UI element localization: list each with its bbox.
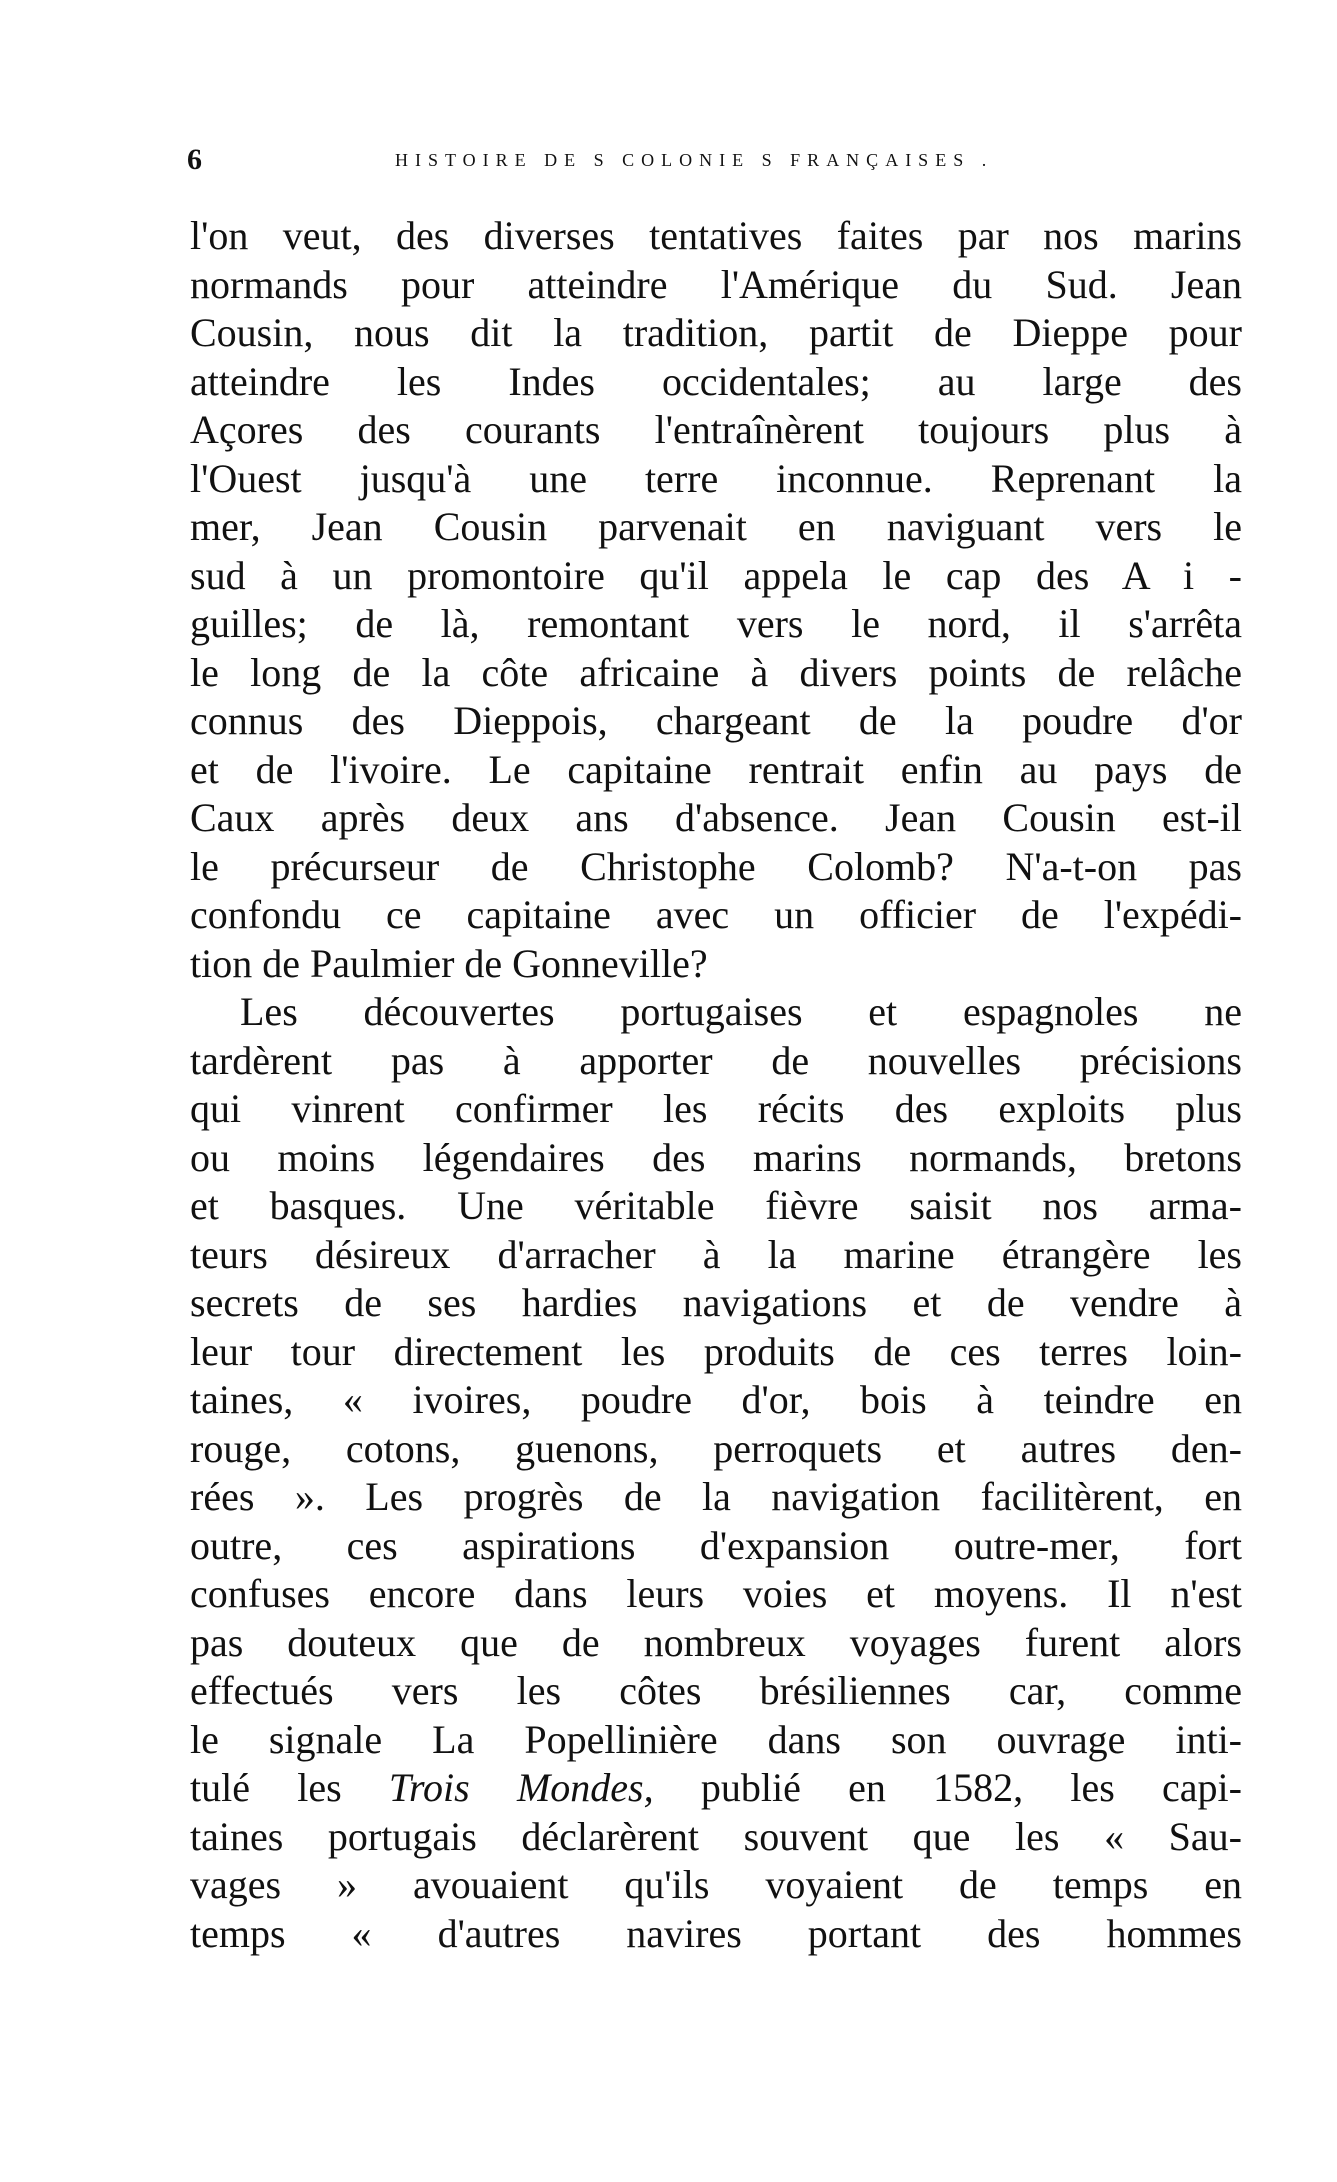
text-line: tardèrent pas à apporter de nouvelles précisions (190, 1037, 1242, 1083)
running-head (187, 142, 1247, 182)
text-line: taines, « ivoires, poudre d'or, bois à teindre en (190, 1377, 1242, 1422)
text-line: mer, Jean Cousin parvenait en naviguant vers le (190, 504, 1242, 549)
body-text (190, 212, 1242, 1958)
text-line: outre, ces aspirations d'expansion outre-mer, fort (190, 1522, 1242, 1568)
text-line: guilles; de là, remontant vers le nord, il s'arrêta (190, 601, 1242, 646)
text-line: rouge, cotons, guenons, perroquets et autres den- (190, 1425, 1242, 1471)
text-line: taines portugais déclarèrent souvent que les « Sau- (190, 1813, 1242, 1859)
text-line: effectués vers les côtes brésiliennes car, comme (190, 1668, 1242, 1713)
text-line: atteindre les Indes occidentales; au large des (190, 358, 1242, 404)
text-line: normands pour atteindre l'Amérique du Sud. Jean (190, 261, 1242, 307)
text-line: le long de la côte africaine à divers points de relâche (190, 649, 1242, 695)
text-line: et basques. Une véritable fièvre saisit nos arma- (190, 1183, 1242, 1228)
text-line: Açores des courants l'entraînèrent toujours plus à (190, 407, 1242, 452)
text-line: tion de Paulmier de Gonneville? (190, 940, 708, 986)
text-line: confondu ce capitaine avec un officier de l'expédi- (190, 892, 1242, 937)
text-line: Caux après deux ans d'absence. Jean Cousin est-il (190, 795, 1242, 840)
text-line: leur tour directement les produits de ces terres loin- (190, 1328, 1242, 1374)
text-line: temps « d'autres navires portant des hommes (190, 1910, 1242, 1956)
text-segment: publié en 1582, les capi- (653, 1765, 1242, 1810)
text-line: l'Ouest jusqu'à une terre inconnue. Reprenant la (190, 455, 1242, 501)
text-line: pas douteux que de nombreux voyages furent alors (190, 1619, 1242, 1665)
text-line: qui vinrent confirmer les récits des exploits plus (190, 1086, 1242, 1131)
text-line: secrets de ses hardies navigations et de vendre à (190, 1280, 1242, 1325)
text-line: connus des Dieppois, chargeant de la poudre d'or (190, 698, 1242, 743)
page-number: 6 (187, 143, 202, 176)
text-line: teurs désireux d'arracher à la marine étrangère les (190, 1231, 1242, 1277)
paragraph-1 (190, 212, 1242, 988)
text-line: Les découvertes portugaises et espagnoles ne (240, 989, 1242, 1034)
text-line: l'on veut, des diverses tentatives faites par nos marins (190, 213, 1242, 258)
text-line: rées ». Les progrès de la navigation facilitèrent, en (190, 1474, 1242, 1519)
text-line: ou moins légendaires des marins normands, bretons (190, 1134, 1242, 1180)
paragraph-2 (190, 988, 1242, 1958)
italic-book-title: Trois Mondes, (388, 1765, 654, 1810)
text-line: le signale La Popellinière dans son ouvrage inti- (190, 1716, 1242, 1762)
running-title: HISTOIRE DE S COLONIE S FRANÇAISES . (395, 150, 994, 170)
text-line: et de l'ivoire. Le capitaine rentrait enfin au pays de (190, 746, 1242, 792)
text-line: le précurseur de Christophe Colomb? N'a-t-on pas (190, 843, 1242, 889)
text-line: sud à un promontoire qu'il appela le cap des A i - (190, 552, 1242, 598)
text-line-with-title (190, 1764, 1242, 1813)
text-line: confuses encore dans leurs voies et moyens. Il n'est (190, 1571, 1242, 1616)
text-segment: tulé les (190, 1765, 389, 1810)
text-line: Cousin, nous dit la tradition, partit de Dieppe pour (190, 310, 1242, 355)
text-line: vages » avouaient qu'ils voyaient de temps en (190, 1862, 1242, 1907)
